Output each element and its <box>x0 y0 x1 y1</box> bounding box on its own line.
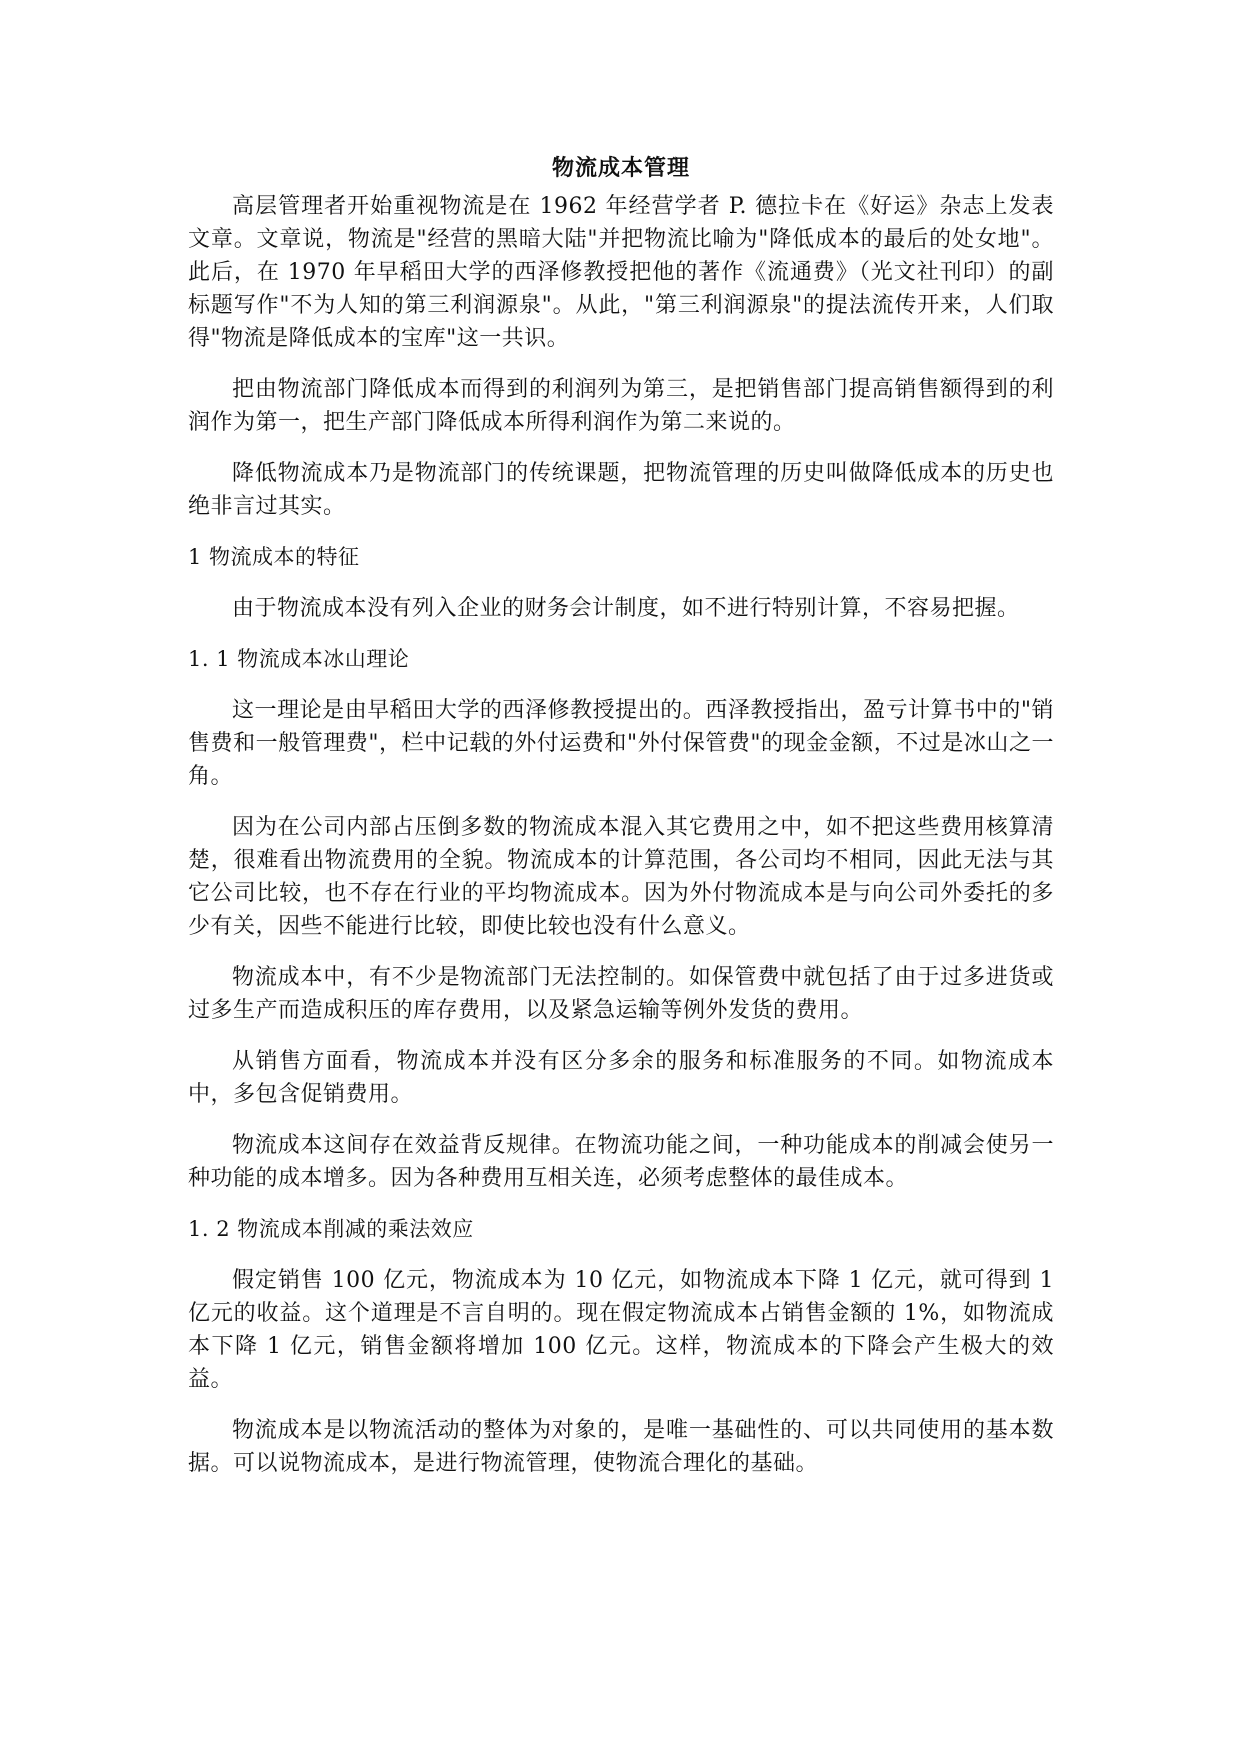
paragraph-multiplier-effect: 假定销售 100 亿元，物流成本为 10 亿元，如物流成本下降 1 亿元，就可得到 1 亿元的收益。这个道理是不言自明的。现在假定物流成本占销售金额的 1%，如物流成本下降 1 亿元，销售金额将增加 100 亿元。这样，物流成本的下降会产生极大的效益。 <box>188 1268 1054 1392</box>
paragraph-uncontrollable-costs: 物流成本中，有不少是物流部门无法控制的。如保管费中就包括了由于过多进货或过多生产而造成积压的库存费用，以及紧急运输等例外发货的费用。 <box>188 965 1054 1023</box>
section-heading-1-2: 1. 2 物流成本削减的乘法效应 <box>188 1217 474 1241</box>
paragraph-characteristics: 由于物流成本没有列入企业的财务会计制度，如不进行特别计算，不容易把握。 <box>232 596 1020 621</box>
paragraph-cost-history: 降低物流成本乃是物流部门的传统课题，把物流管理的历史叫做降低成本的历史也绝非言过其实。 <box>188 461 1054 519</box>
paragraph-third-profit: 把由物流部门降低成本而得到的利润列为第三，是把销售部门提高销售额得到的利润作为第一，把生产部门降低成本所得利润作为第二来说的。 <box>188 377 1054 435</box>
paragraph-cost-scope: 因为在公司内部占压倒多数的物流成本混入其它费用之中，如不把这些费用核算清楚，很难看出物流费用的全貌。物流成本的计算范围，各公司均不相同，因此无法与其它公司比较，也不存在行业的平均物流成本。因为外付物流成本是与向公司外委托的多少有关，因些不能进行比较，即使比较也没有什么意义。 <box>188 815 1054 939</box>
section-heading-1: 1 物流成本的特征 <box>188 545 360 569</box>
document-page <box>188 150 1054 1498</box>
paragraph-trade-off: 物流成本这间存在效益背反规律。在物流功能之间，一种功能成本的削减会使另一种功能的成本增多。因为各种费用互相关连，必须考虑整体的最佳成本。 <box>188 1133 1054 1191</box>
paragraph-iceberg-theory: 这一理论是由早稻田大学的西泽修教授提出的。西泽教授指出，盈亏计算书中的"销售费和一般管理费"，栏中记载的外付运费和"外付保管费"的现金金额，不过是冰山之一角。 <box>188 698 1054 789</box>
paragraph-intro: 高层管理者开始重视物流是在 1962 年经营学者 P. 德拉卡在《好运》杂志上发表文章。文章说，物流是"经营的黑暗大陆"并把物流比喻为"降低成本的最后的处女地"。 此后，在 1970 年早稻田大学的西泽修教授把他的著作《流通费》（光文社刊印）的副标题写作"不为人知的第三利润源泉"。从此，"第三利润源泉"的提法流传开来，人们取得"物流是降低成本的宝库"这一共识。 <box>188 194 1054 351</box>
paragraph-basic-data: 物流成本是以物流活动的整体为对象的，是唯一基础性的、可以共同使用的基本数据。可以说物流成本，是进行物流管理，使物流合理化的基础。 <box>188 1418 1054 1476</box>
paragraph-sales-perspective: 从销售方面看，物流成本并没有区分多余的服务和标准服务的不同。如物流成本中，多包含促销费用。 <box>188 1049 1054 1107</box>
document-title: 物流成本管理 <box>551 155 690 181</box>
section-heading-1-1: 1. 1 物流成本冰山理论 <box>188 647 410 671</box>
